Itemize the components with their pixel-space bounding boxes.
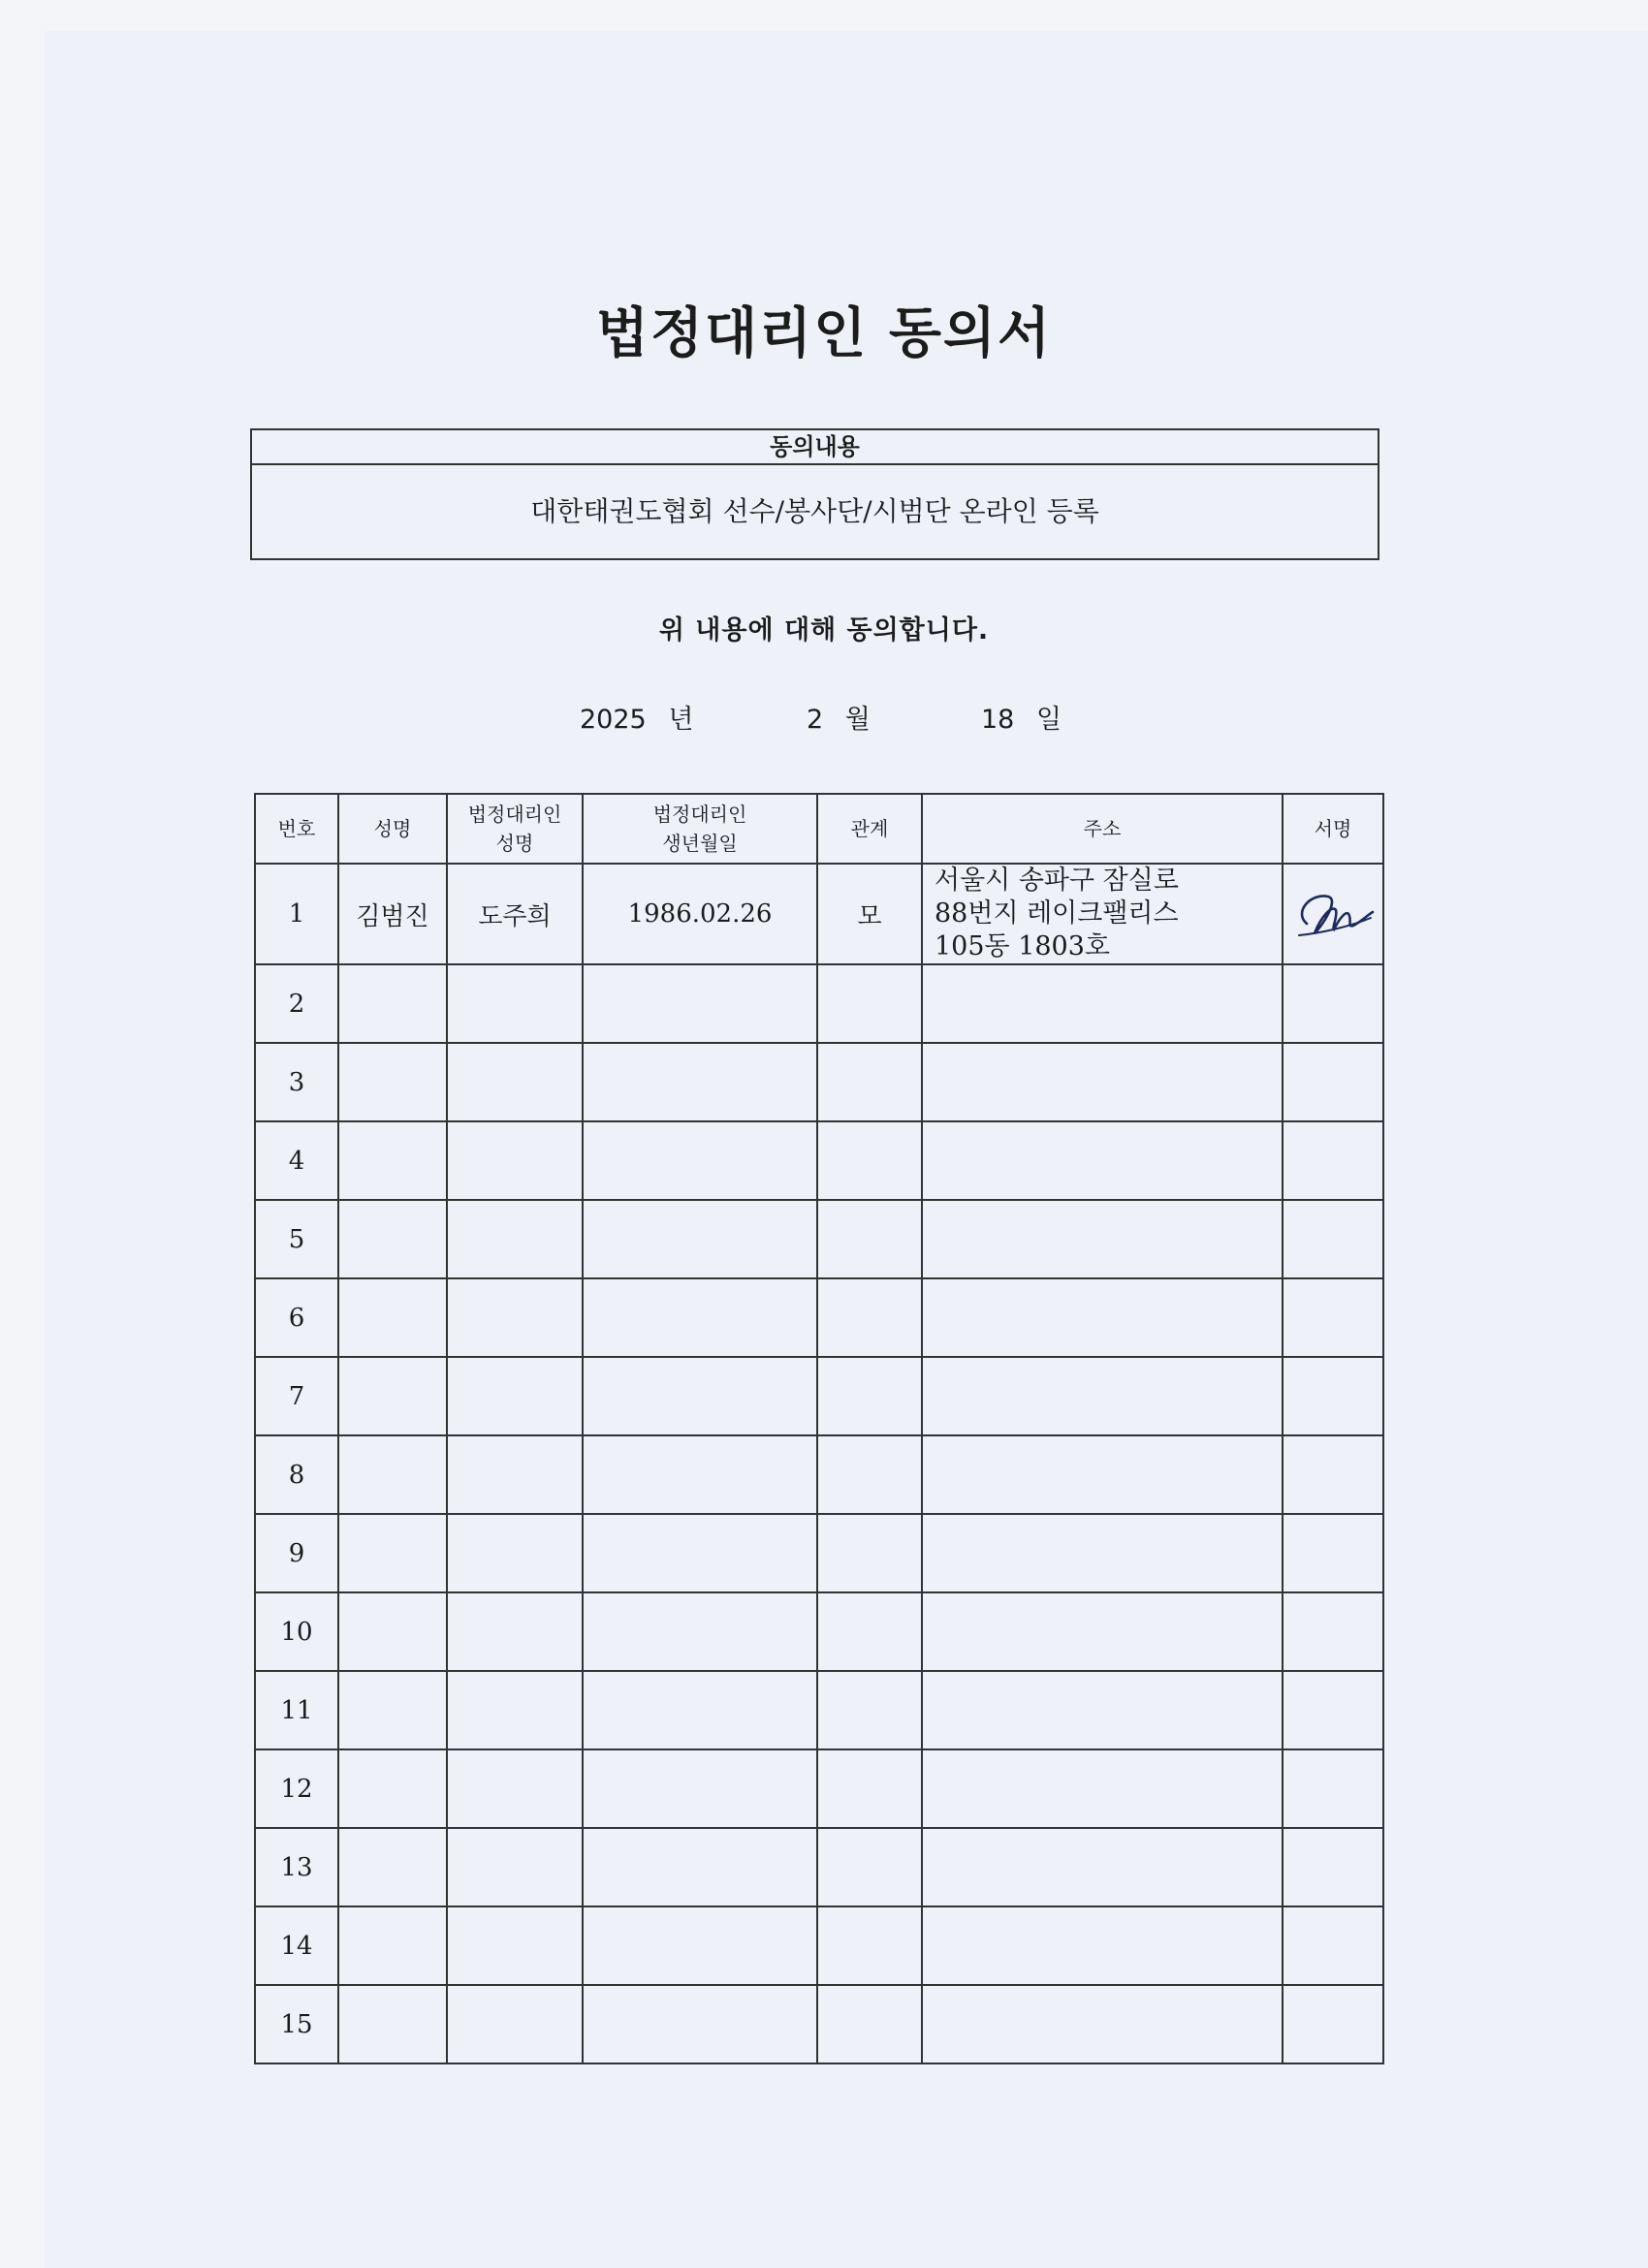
header-guardian-name: [447, 794, 583, 864]
header-signature: 서명: [1283, 794, 1383, 864]
address-line1: 서울시 송파구 잠실로: [935, 866, 1179, 896]
cell-address: [922, 1043, 1283, 1121]
agreement-statement: 위 내용에 대해 동의합니다.: [658, 615, 990, 646]
cell-signature: [1283, 1592, 1383, 1671]
cell-no: 10: [255, 1592, 338, 1671]
cell-no: 13: [255, 1828, 338, 1906]
guardian-table: [254, 793, 1384, 2064]
month-unit: 월: [844, 705, 871, 735]
cell-signature: [1283, 1121, 1383, 1200]
cell-no: 4: [255, 1121, 338, 1200]
cell-address: [922, 1671, 1283, 1749]
cell-guardian-name: [447, 1592, 583, 1671]
header-guardian-name-line2: 성명: [495, 832, 534, 855]
cell-guardian-name: [447, 1043, 583, 1121]
table-row: [255, 1200, 1383, 1278]
cell-relation: [817, 1906, 922, 1985]
cell-name: [338, 1514, 447, 1592]
cell-guardian-birth: [583, 1121, 817, 1200]
cell-name: [338, 1435, 447, 1514]
cell-guardian-name: [447, 1200, 583, 1278]
day-unit: 일: [1035, 705, 1062, 735]
cell-guardian-birth: [583, 1592, 817, 1671]
cell-relation: [817, 1435, 922, 1514]
cell-guardian-name: [447, 1514, 583, 1592]
cell-no: 15: [255, 1985, 338, 2063]
cell-address: [922, 1749, 1283, 1828]
cell-address: [922, 1828, 1283, 1906]
cell-signature: [1283, 1749, 1383, 1828]
header-relation: 관계: [817, 794, 922, 864]
cell-signature: [1283, 964, 1383, 1043]
cell-guardian-birth: 1986.02.26: [583, 864, 817, 964]
document-title: 법정대리인 동의서: [595, 302, 1053, 365]
consent-header: 동의내용: [252, 430, 1378, 465]
cell-guardian-name: [447, 1749, 583, 1828]
cell-no: 1: [255, 864, 338, 964]
cell-relation: [817, 964, 922, 1043]
table-header-row: [255, 794, 1383, 864]
month-value: 2: [807, 705, 824, 735]
cell-guardian-birth: [583, 1278, 817, 1357]
cell-guardian-name: [447, 1278, 583, 1357]
table-row: [255, 1906, 1383, 1985]
table-row: [255, 1828, 1383, 1906]
table-row: [255, 1043, 1383, 1121]
cell-no: 5: [255, 1200, 338, 1278]
cell-address: [922, 1121, 1283, 1200]
cell-relation: [817, 1278, 922, 1357]
cell-no: 11: [255, 1671, 338, 1749]
cell-no: 3: [255, 1043, 338, 1121]
cell-name: 김범진: [338, 864, 447, 964]
cell-guardian-birth: [583, 1357, 817, 1435]
table-row: [255, 1357, 1383, 1435]
cell-no: 8: [255, 1435, 338, 1514]
cell-guardian-birth: [583, 1749, 817, 1828]
date-day: [981, 698, 1062, 736]
cell-relation: [817, 1985, 922, 2063]
cell-name: [338, 1357, 447, 1435]
cell-name: [338, 964, 447, 1043]
cell-guardian-name: [447, 1121, 583, 1200]
cell-guardian-name: [447, 1435, 583, 1514]
cell-relation: [817, 1200, 922, 1278]
cell-name: [338, 1200, 447, 1278]
cell-guardian-name: 도주희: [447, 864, 583, 964]
cell-address: [922, 1592, 1283, 1671]
day-value: 18: [981, 705, 1015, 735]
cell-relation: [817, 1671, 922, 1749]
cell-name: [338, 1278, 447, 1357]
cell-name: [338, 1592, 447, 1671]
cell-signature: [1283, 1671, 1383, 1749]
cell-guardian-name: [447, 964, 583, 1043]
table-row: [255, 964, 1383, 1043]
cell-guardian-birth: [583, 1985, 817, 2063]
cell-signature: [1283, 1435, 1383, 1514]
cell-signature: [1283, 1357, 1383, 1435]
cell-guardian-birth: [583, 1435, 817, 1514]
cell-signature: [1283, 1514, 1383, 1592]
cell-signature: [1283, 1828, 1383, 1906]
header-no: 번호: [255, 794, 338, 864]
cell-name: [338, 1828, 447, 1906]
cell-no: 12: [255, 1749, 338, 1828]
cell-guardian-name: [447, 1357, 583, 1435]
cell-name: [338, 1121, 447, 1200]
cell-guardian-birth: [583, 1671, 817, 1749]
cell-no: 14: [255, 1906, 338, 1985]
cell-name: [338, 1906, 447, 1985]
header-guardian-birth: [583, 794, 817, 864]
cell-address: [922, 1985, 1283, 2063]
header-guardian-birth-line1: 법정대리인: [652, 803, 747, 826]
cell-address: [922, 964, 1283, 1043]
table-row: [255, 1671, 1383, 1749]
table-row: [255, 1121, 1383, 1200]
table-row: [255, 864, 1383, 964]
consent-box: [250, 428, 1379, 560]
cell-signature: [1283, 1278, 1383, 1357]
cell-guardian-birth: [583, 1043, 817, 1121]
table-row: [255, 1435, 1383, 1514]
cell-no: 7: [255, 1357, 338, 1435]
address-line3: 105동 1803호: [935, 931, 1110, 961]
cell-relation: [817, 1043, 922, 1121]
cell-relation: [817, 1749, 922, 1828]
cell-no: 9: [255, 1514, 338, 1592]
cell-no: 6: [255, 1278, 338, 1357]
cell-guardian-birth: [583, 1514, 817, 1592]
cell-name: [338, 1043, 447, 1121]
cell-guardian-birth: [583, 1906, 817, 1985]
cell-address: [922, 1435, 1283, 1514]
cell-address: [922, 1357, 1283, 1435]
handwritten-signature-icon: [1289, 885, 1377, 943]
cell-no: 2: [255, 964, 338, 1043]
table-row: [255, 1514, 1383, 1592]
cell-signature: [1283, 1985, 1383, 2063]
address-line2: 88번지 레이크팰리스: [935, 898, 1179, 929]
cell-guardian-name: [447, 1906, 583, 1985]
cell-address: [922, 1200, 1283, 1278]
cell-guardian-name: [447, 1828, 583, 1906]
cell-address: [922, 1514, 1283, 1592]
cell-address: [922, 1906, 1283, 1985]
header-address: 주소: [922, 794, 1283, 864]
cell-relation: [817, 1592, 922, 1671]
header-guardian-birth-line2: 생년월일: [662, 832, 738, 855]
cell-relation: [817, 1828, 922, 1906]
cell-guardian-name: [447, 1985, 583, 2063]
cell-address: [922, 864, 1283, 964]
cell-relation: [817, 1514, 922, 1592]
cell-guardian-birth: [583, 1200, 817, 1278]
cell-relation: [817, 1121, 922, 1200]
table-row: [255, 1985, 1383, 2063]
table-row: [255, 1749, 1383, 1828]
cell-signature: [1283, 1200, 1383, 1278]
cell-guardian-name: [447, 1671, 583, 1749]
table-row: [255, 1592, 1383, 1671]
header-name: 성명: [338, 794, 447, 864]
cell-signature: [1283, 1043, 1383, 1121]
cell-signature: [1283, 864, 1383, 964]
cell-relation: [817, 1357, 922, 1435]
date-month: [807, 698, 871, 736]
header-guardian-name-line1: 법정대리인: [467, 803, 562, 826]
cell-name: [338, 1671, 447, 1749]
date-year: [580, 698, 693, 736]
consent-content: 대한태권도협회 선수/봉사단/시범단 온라인 등록: [530, 495, 1099, 527]
cell-name: [338, 1749, 447, 1828]
cell-signature: [1283, 1906, 1383, 1985]
year-unit: 년: [668, 705, 694, 735]
cell-address: [922, 1278, 1283, 1357]
cell-guardian-birth: [583, 1828, 817, 1906]
cell-name: [338, 1985, 447, 2063]
year-value: 2025: [580, 705, 647, 735]
table-row: [255, 1278, 1383, 1357]
cell-guardian-birth: [583, 964, 817, 1043]
cell-relation: 모: [817, 864, 922, 964]
